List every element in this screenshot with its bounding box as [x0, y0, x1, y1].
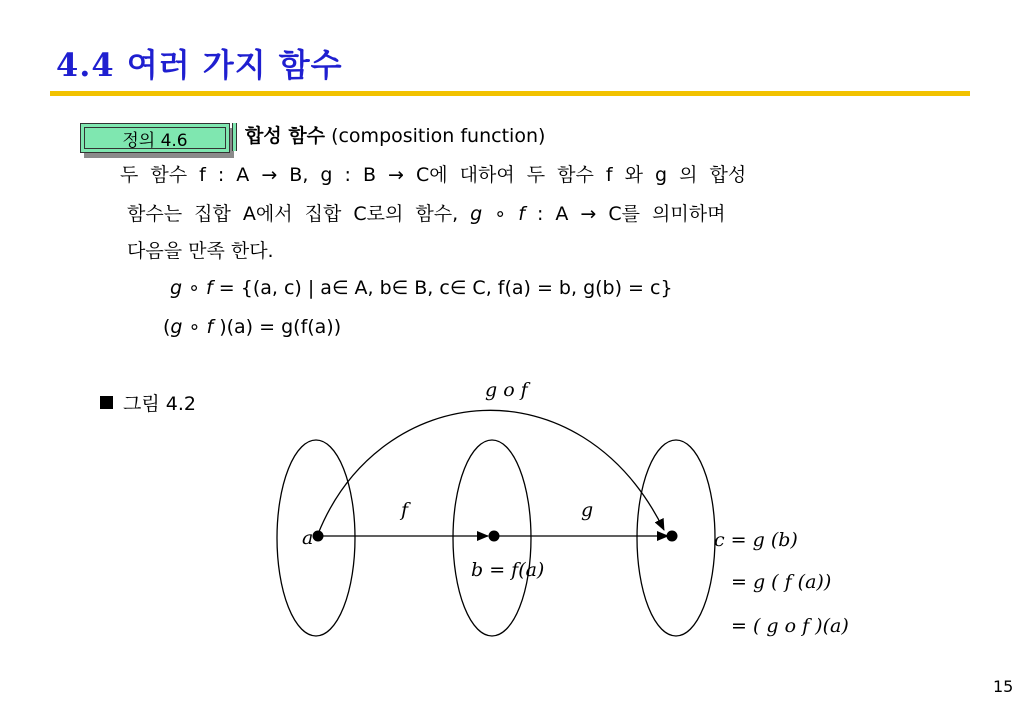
formula2-circ: ∘	[182, 316, 207, 338]
line2-circ: ∘	[482, 203, 519, 225]
line2-g: g	[470, 203, 483, 225]
line2-part-b: : A → C를 의미하며	[524, 203, 726, 225]
formula2-f: f	[206, 316, 214, 338]
point-c	[667, 531, 678, 542]
slide-title: 4.4 여러 가지 함수	[56, 46, 343, 84]
g-label: g	[581, 499, 594, 521]
point-b	[489, 531, 500, 542]
formula2-g: g	[170, 316, 183, 338]
formula2-open: (	[163, 316, 171, 338]
f-label: f	[401, 499, 409, 521]
gof-arc-arrow	[318, 410, 664, 534]
definition-title-en: (composition function)	[331, 125, 546, 147]
definition-line-1: 두 함수 f : A → B, g : B → C에 대하여 두 함수 f 와 g 의 합성	[120, 164, 747, 186]
page-number: 15	[993, 677, 1014, 696]
formula1-f: f	[206, 277, 213, 299]
a-label: a	[302, 527, 314, 549]
line2-part-a: 함수는 집합 A에서 집합 C로의 함수,	[127, 203, 471, 225]
definition-line-3: 다음을 만족 한다.	[127, 240, 274, 262]
badge-label: 정의 4.6	[84, 127, 226, 149]
gof-label: g o f	[485, 379, 528, 401]
c-label-line-2: = g ( f (a))	[731, 571, 832, 593]
definition-title-ko: 합성 함수	[245, 125, 326, 147]
c-label-line-3: = ( g o f )(a)	[731, 615, 849, 637]
formula1-circ: ∘	[182, 277, 207, 299]
figure-label-text: 그림 4.2	[123, 393, 196, 415]
b-label: b = f(a)	[471, 559, 545, 581]
formula1-rest: = {(a, c) | a∈ A, b∈ B, c∈ C, f(a) = b, g(b) = c}	[212, 277, 673, 299]
formula1-g: g	[170, 277, 183, 299]
formula2-rest: )(a) = g(f(a))	[213, 316, 342, 338]
point-a	[313, 531, 324, 542]
c-label-line-1: c = g (b)	[714, 529, 798, 551]
line2-f: f	[518, 203, 525, 225]
